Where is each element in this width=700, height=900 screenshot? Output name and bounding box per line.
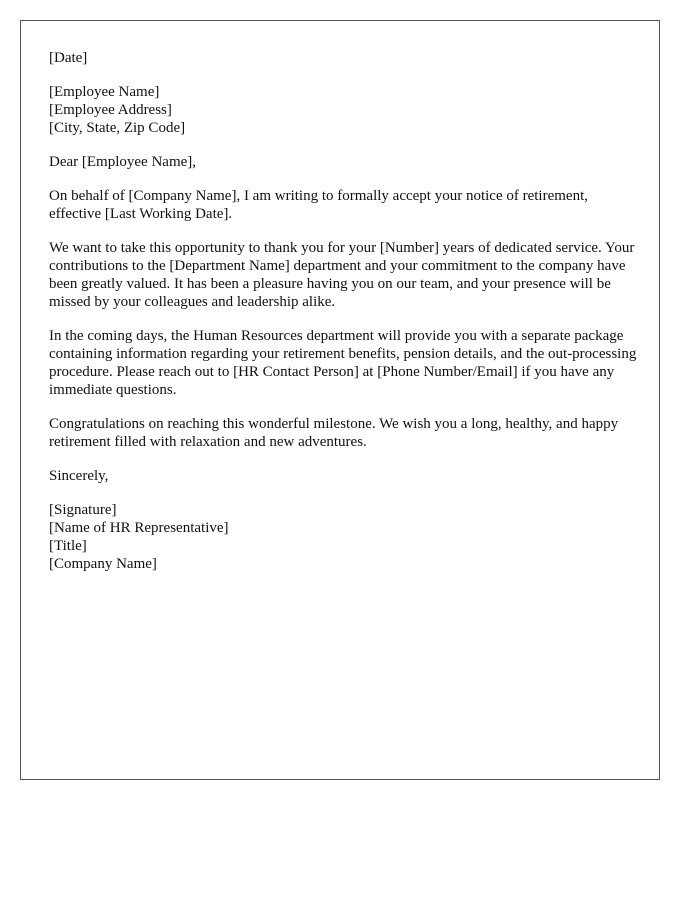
- closing-block: [49, 467, 639, 485]
- body-paragraph-acceptance: On behalf of [Company Name], I am writing to formally accept your notice of retirement, effective [Last Working Date].: [49, 188, 588, 222]
- recipient-address: [Employee Address]: [49, 102, 172, 118]
- date-block: [49, 49, 639, 67]
- hr-representative-title: [Title]: [49, 538, 87, 554]
- signature-block: [49, 501, 639, 573]
- salutation: Dear [Employee Name],: [49, 154, 197, 170]
- hr-representative-name: [Name of HR Representative]: [49, 520, 229, 536]
- closing: Sincerely,: [49, 468, 109, 484]
- letter-date: [Date]: [49, 50, 88, 66]
- body-paragraph-thanks: We want to take this opportunity to thank you for your [Number] years of dedicated service. Your contributions to the [Department Name] department and your commitment to the company have been greatly valued. It has been a pleasure having you on our team, and your presence will be missed by your colleagues and leadership alike.: [49, 240, 635, 310]
- salutation-block: [49, 153, 639, 171]
- body-paragraph-congratulations: Congratulations on reaching this wonderful milestone. We wish you a long, healthy, and happy retirement filled with relaxation and new adventures.: [49, 416, 619, 450]
- body-paragraph-benefits: In the coming days, the Human Resources department will provide you with a separate package containing information regarding your retirement benefits, pension details, and the out-processing procedure. Please reach out to [HR Contact Person] at [Phone Number/Email] if you have any immediate questions.: [49, 328, 637, 398]
- letter-page: [20, 20, 660, 780]
- recipient-city-state-zip: [City, State, Zip Code]: [49, 120, 186, 136]
- company-name: [Company Name]: [49, 556, 157, 572]
- recipient-address-block: [49, 83, 639, 137]
- letter-content: [49, 49, 639, 589]
- recipient-name: [Employee Name]: [49, 84, 160, 100]
- signature: [Signature]: [49, 502, 117, 518]
